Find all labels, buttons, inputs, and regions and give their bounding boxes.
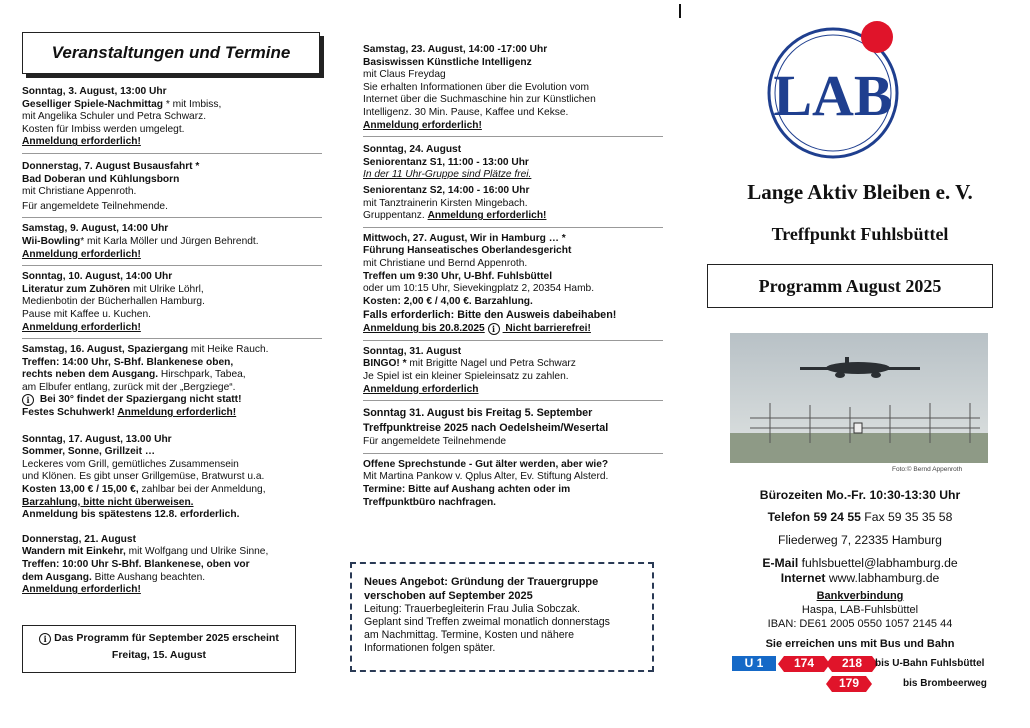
stop-brombeerweg: bis Brombeerweg <box>903 678 987 689</box>
event-title: Seniorentanz S2, 14:00 - 16:00 Uhr <box>363 184 530 196</box>
event-5 <box>22 434 322 526</box>
event-2 <box>22 223 322 266</box>
event-text: Leckeres vom Grill, gemütliches Zusammensein <box>22 458 239 470</box>
event-text: Je Spiel ist ein kleiner Spieleinsatz zu zahlen. <box>363 371 569 383</box>
event-date: Sonntag, 24. August <box>363 144 462 156</box>
event-text: Gruppentanz. <box>363 210 425 222</box>
event-text: Kosten für Imbiss werden umgelegt. <box>22 123 185 135</box>
registration-note: Anmeldung erforderlich! <box>427 210 547 222</box>
event-text: * mit Karla Möller und Jürgen Behrendt. <box>80 235 259 247</box>
next-program-notice <box>22 625 296 673</box>
event-price: Kosten: 2,00 € / 4,00 €. Barzahlung. <box>363 295 533 307</box>
info-icon: i <box>39 633 51 645</box>
event-text: Termine: Bitte auf Aushang achten oder im <box>363 484 571 496</box>
event-text: Barzahlung, bitte nicht überweisen. <box>22 496 194 508</box>
event-text: Bitte Aushang beachten. <box>91 571 206 583</box>
left-column <box>22 86 322 606</box>
event-text: Mit Martina Pankow v. Qplus Alter, Ev. Stiftung Alsterd. <box>363 471 609 483</box>
event-date: Donnerstag, 7. August Busausfahrt * <box>22 160 200 172</box>
event-text: Treffpunktbüro nachfragen. <box>363 496 497 508</box>
notice-text: Das Programm für September 2025 erscheint <box>54 632 279 644</box>
airplane-photo <box>730 333 988 463</box>
event-title: Seniorentanz S1, 11:00 - 13:00 Uhr <box>363 156 529 168</box>
event-text: mit Claus Freydag <box>363 69 446 81</box>
event-title: Literatur zum Zuhören <box>22 283 131 295</box>
box-title: Neues Angebot: Gründung der Trauergruppe <box>364 576 599 588</box>
event-title: Wii-Bowling <box>22 235 81 247</box>
box-text: Geplant sind Treffen zweimal monatlich donnerstags <box>364 616 610 628</box>
registration-note: Anmeldung erforderlich! <box>117 407 237 419</box>
location-name: Treffpunkt Fuhlsbüttel <box>771 224 949 244</box>
event-6 <box>22 534 322 601</box>
event-title: Treffpunktreise 2025 nach Oedelsheim/Wesertal <box>363 422 609 435</box>
event-text: Für angemeldete Teilnehmende. <box>22 200 168 212</box>
event-text: Internet über die Suchmaschine hin zur Künstlichen <box>363 94 596 106</box>
event-text: Treffen: 10:00 Uhr S-Bhf. Blankenese, oben vor <box>22 559 250 570</box>
event-text: am Elbufer entlang, zurück mit der „Bergziege“. <box>22 381 236 393</box>
event-title: Offene Sprechstunde - Gut älter werden, aber wie? <box>363 458 609 470</box>
box-text: am Nachmittag. Termine, Kosten und nähere <box>364 629 575 641</box>
event-10 <box>363 346 663 401</box>
event-text: Medienbotin der Bücherhallen Hamburg. <box>22 296 205 308</box>
internet-label: Internet <box>780 571 826 585</box>
phone: Telefon 59 24 55 <box>767 510 861 524</box>
address: Fliederweg 7, 22335 Hamburg <box>778 533 942 547</box>
email-label: E-Mail <box>762 556 799 570</box>
event-text: Hirschpark, Tabea, <box>158 369 246 381</box>
accessibility-note: Nicht barrierefrei! <box>502 323 591 335</box>
event-warning: Falls erforderlich: Bitte den Ausweis dabeihaben! <box>363 309 617 322</box>
event-0 <box>22 86 322 154</box>
event-title: Führung Hanseatisches Oberlandesgericht <box>363 245 572 257</box>
fold-mark <box>679 4 681 18</box>
bus-179: 179 <box>838 676 860 690</box>
photo-credit: Foto:© Bernd Appenroth <box>892 466 963 473</box>
event-7 <box>363 44 663 137</box>
stop-ubahn: bis U-Bahn Fuhlsbüttel <box>875 658 985 669</box>
event-date: Samstag, 23. August, 14:00 -17:00 Uhr <box>363 44 548 55</box>
registration-note: Anmeldung bis spätestens 12.8. erforderlich. <box>22 509 240 521</box>
event-price: Kosten 13,00 € / 15,00 €, <box>22 484 139 496</box>
event-text: oder um 10:15 Uhr, Sievekingplatz 2, 20354 Hamb. <box>363 283 595 295</box>
event-text: Treffen: 14:00 Uhr, S-Bhf. Blankenese oben, <box>22 356 234 368</box>
u1-badge: U 1 <box>732 656 776 671</box>
logo-red-dot <box>861 21 893 53</box>
event-title: Wandern mit Einkehr, <box>22 546 126 558</box>
box-text: Informationen folgen später. <box>364 642 496 654</box>
event-8 <box>363 142 663 228</box>
event-title: Sommer, Sonne, Grillzeit … <box>22 446 156 458</box>
bank-title: Bankverbindung <box>816 590 904 602</box>
info-icon: i <box>22 394 34 406</box>
program-box <box>707 264 993 308</box>
event-text: mit Ulrike Löhrl, <box>130 283 204 295</box>
event-text: mit Christiane und Bernd Appenroth. <box>363 257 528 269</box>
info-icon: i <box>488 323 500 335</box>
event-text: Pause mit Kaffee u. Kuchen. <box>22 308 151 320</box>
event-text: mit Heike Rauch. <box>188 344 269 356</box>
event-1 <box>22 159 322 218</box>
section-title-box <box>22 32 320 74</box>
email-link[interactable]: fuhlsbuettel@labhamburg.de <box>801 556 958 570</box>
event-date: Sonntag 31. August bis Freitag 5. September <box>363 407 593 420</box>
transit-title: Sie erreichen uns mit Bus und Bahn <box>765 638 955 650</box>
event-text: Intelligenz. 30 Min. Pause, Kaffee und Kekse. <box>363 106 569 118</box>
office-hours: Bürozeiten Mo.-Fr. 10:30-13:30 Uhr <box>759 488 961 502</box>
event-title: Samstag, 16. August, Spaziergang <box>22 344 189 356</box>
grief-group-box <box>350 562 654 672</box>
registration-note: Anmeldung erforderlich <box>363 383 479 395</box>
iban: IBAN: DE61 2005 0550 1057 2145 44 <box>767 618 953 630</box>
event-text: zahlbar bei der Anmeldung, <box>138 484 266 496</box>
event-warning: Bei 30° findet der Spaziergang nicht statt! <box>37 394 242 406</box>
event-11 <box>363 406 663 454</box>
bus-174: 174 <box>793 656 815 670</box>
registration-note: Anmeldung erforderlich! <box>363 119 482 131</box>
event-date: Sonntag, 31. August <box>363 345 462 357</box>
event-text: mit Angelika Schuler und Petra Schwarz. <box>22 111 207 123</box>
event-date: Samstag, 9. August, 14:00 Uhr <box>22 223 169 235</box>
event-12 <box>363 459 663 513</box>
registration-note: Anmeldung erforderlich! <box>22 248 141 260</box>
event-text: mit Brigitte Nagel und Petra Schwarz <box>406 358 576 370</box>
event-title: BINGO! * <box>363 358 407 370</box>
event-date: Sonntag, 10. August, 14:00 Uhr <box>22 271 173 283</box>
website-link[interactable]: www.labhamburg.de <box>828 571 940 585</box>
registration-note: Anmeldung bis 20.8.2025 <box>363 323 485 335</box>
event-date: Sonntag, 17. August, 13.00 Uhr <box>22 433 172 445</box>
event-date: Mittwoch, 27. August, Wir in Hamburg … * <box>363 232 566 244</box>
event-text: mit Christiane Appenroth. <box>22 186 137 198</box>
box-subtitle: verschoben auf September 2025 <box>364 589 533 602</box>
event-9 <box>363 233 663 341</box>
registration-note: Anmeldung erforderlich! <box>22 321 141 333</box>
box-text: Leitung: Trauerbegleiterin Frau Julia Sobczak. <box>364 603 581 615</box>
event-text: mit Wolfgang und Ulrike Sinne, <box>125 546 269 558</box>
logo-text: LAB <box>773 63 893 128</box>
event-3 <box>22 271 322 339</box>
registration-note: Anmeldung erforderlich! <box>22 136 141 148</box>
event-title: Bad Doberan und Kühlungsborn <box>22 173 180 185</box>
event-4 <box>22 344 322 424</box>
middle-column <box>363 44 663 518</box>
event-text: * mit Imbiss, <box>162 98 222 110</box>
lab-logo <box>765 15 905 165</box>
event-text: Treffen um 9:30 Uhr, U-Bhf. Fuhlsbüttel <box>363 270 553 282</box>
bank-name: Haspa, LAB-Fuhlsbüttel <box>801 604 919 616</box>
event-text: rechts neben dem Ausgang. <box>22 369 159 381</box>
event-date: Donnerstag, 21. August <box>22 533 136 545</box>
event-text: In der 11 Uhr-Gruppe sind Plätze frei. <box>363 169 532 181</box>
bus-218: 218 <box>841 656 863 670</box>
event-title: Geselliger Spiele-Nachmittag <box>22 98 163 110</box>
event-text: Sie erhalten Informationen über die Evolution vom <box>363 81 589 93</box>
event-date: Sonntag, 3. August, 13:00 Uhr <box>22 86 167 97</box>
registration-note: Anmeldung erforderlich! <box>22 584 141 596</box>
program-title: Programm August 2025 <box>758 275 942 296</box>
event-text: und Klönen. Es gibt unser Grillgemüse, Bratwurst u.a. <box>22 471 265 483</box>
event-text: Festes Schuhwerk! <box>22 407 115 419</box>
event-text: Für angemeldete Teilnehmende <box>363 436 507 448</box>
notice-date: Freitag, 15. August <box>111 649 207 661</box>
event-text: mit Tanztrainerin Kirsten Mingebach. <box>363 197 528 209</box>
event-title: Basiswissen Künstliche Intelligenz <box>363 56 532 68</box>
section-title: Veranstaltungen und Termine <box>51 43 291 62</box>
fax: Fax 59 35 35 58 <box>864 510 953 524</box>
event-text: dem Ausgang. <box>22 571 92 583</box>
org-name: Lange Aktiv Bleiben e. V. <box>747 180 973 204</box>
